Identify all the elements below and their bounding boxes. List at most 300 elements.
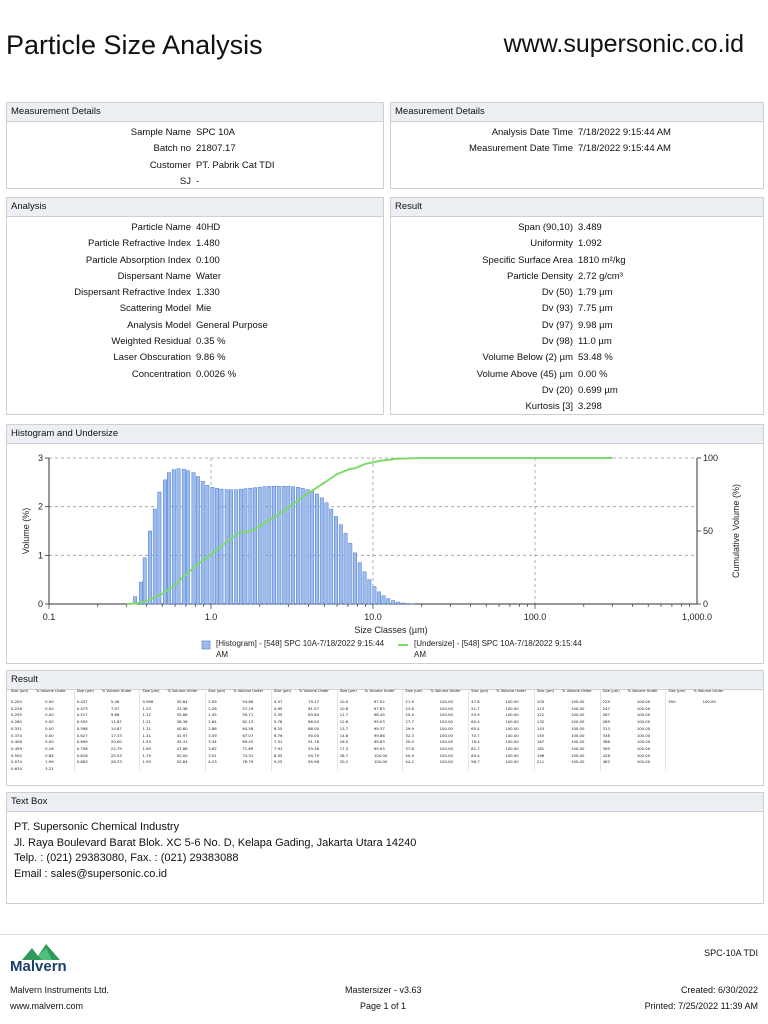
histogram-bar — [234, 490, 237, 604]
analysis-row-label: Dispersant Name — [117, 270, 191, 282]
result-row-value: 53.48 % — [578, 352, 613, 364]
table-cell-volume: 100.00 — [571, 719, 585, 725]
legend-swatch-histogram — [202, 641, 210, 649]
footer-divider — [0, 934, 768, 935]
table-cell-volume: 17.33 — [110, 732, 122, 738]
histogram-bar — [167, 473, 170, 604]
x-tick-label: 100.0 — [523, 612, 547, 622]
table-cell-volume: 100.00 — [636, 699, 651, 704]
table-cell-volume: 67.07 — [242, 732, 254, 738]
table-cell-volume: 91.76 — [308, 739, 320, 745]
table-cell-size: 55.9 — [471, 712, 480, 718]
table-cell-volume: 81.57 — [308, 705, 320, 711]
analysis-row-value: 0.100 — [196, 254, 220, 266]
table-cell-size: 76.4 — [471, 739, 480, 745]
table-cell-volume: 42.97 — [176, 732, 188, 738]
table-cell-size: 4.57 — [273, 699, 283, 704]
histogram-bar — [339, 525, 342, 604]
table-cell-size: 7.31 — [273, 739, 283, 745]
column-header-size: Size (µm) — [208, 689, 226, 693]
table-cell-volume: 100.00 — [439, 759, 453, 765]
table-cell-size: 3.91 — [208, 752, 217, 758]
table-cell-size: 0.634 — [11, 766, 22, 771]
table-cell-volume: 33.38 — [176, 705, 188, 711]
table-cell-volume: 64.58 — [242, 725, 254, 731]
histogram-bar — [201, 481, 204, 604]
result-row — [391, 399, 763, 415]
histogram-bar — [277, 486, 280, 604]
table-cell-size: 12.6 — [339, 719, 349, 725]
table-cell-volume: 100.00 — [439, 739, 453, 745]
measurement-row-label: Customer — [149, 159, 191, 171]
table-cell-size: 13.7 — [339, 725, 349, 731]
panel-title: Text Box — [7, 793, 763, 812]
result-table-panel — [6, 670, 764, 786]
histogram-bar — [386, 599, 389, 604]
table-cell-size: 1.03 — [142, 705, 151, 711]
table-cell-size: 29.9 — [405, 725, 414, 731]
table-cell-size: 0.598 — [76, 725, 88, 731]
table-cell-volume: 90.00 — [308, 732, 320, 738]
result-row-label: Dv (93) — [541, 303, 573, 315]
table-cell-volume: 86.00 — [308, 719, 320, 725]
histogram-bar — [272, 486, 275, 604]
table-cell-volume: 100.00 — [571, 752, 585, 758]
table-cell-size: 289 — [602, 719, 610, 725]
measurement-row — [7, 125, 383, 141]
measurement-date-row — [391, 125, 763, 141]
result-row-label: Specific Surface Area — [482, 254, 573, 266]
measurement-date-row-value: 7/18/2022 9:15:44 AM — [578, 127, 671, 138]
histogram-bar — [301, 488, 304, 604]
table-cell-volume: 76.79 — [242, 759, 254, 765]
table-cell-volume: 100.00 — [439, 752, 453, 758]
table-cell-volume: 94.79 — [308, 752, 320, 758]
table-cell-size: 10.0 — [339, 699, 349, 704]
column-separator — [468, 689, 469, 771]
panel-title: Measurement Details — [391, 103, 763, 122]
result-row-value: 3.298 — [578, 401, 602, 413]
table-cell-size: 40.9 — [405, 752, 414, 758]
x-tick-label: 1,000.0 — [681, 612, 713, 622]
y2-axis-label: Cumulative Volume (%) — [731, 483, 741, 579]
table-cell-volume: 0.84 — [45, 752, 54, 758]
table-cell-size: 10.8 — [339, 705, 349, 711]
histogram-bar — [391, 601, 394, 604]
table-cell-size: 1.53 — [142, 739, 151, 745]
measurement-row-value: 21807.17 — [196, 143, 236, 155]
table-cell-size: 122 — [536, 712, 545, 718]
column-header-volume: % Volume Under — [693, 689, 724, 693]
result-row-value: 1.092 — [578, 238, 602, 250]
company-website[interactable]: www.malvern.com — [10, 1001, 84, 1011]
table-cell-volume: 0.00 — [45, 699, 54, 704]
table-cell-size: 0.956 — [142, 699, 154, 704]
histogram-bar — [401, 603, 404, 604]
table-cell-volume: 100.00 — [505, 732, 519, 738]
column-header-volume: % Volume Under — [101, 689, 132, 693]
table-cell-volume: 100.00 — [702, 699, 716, 704]
table-cell-size: 1.41 — [142, 732, 151, 738]
result-row-value: 7.75 µm — [578, 303, 613, 315]
column-separator — [665, 689, 666, 771]
table-cell-volume: 22.79 — [110, 745, 122, 751]
table-cell-volume: 100.00 — [439, 732, 453, 738]
table-cell-size: 3.34 — [208, 739, 217, 745]
measurement-date-row — [391, 141, 763, 157]
result-row-label: Particle Density — [507, 270, 573, 282]
column-header-volume: % Volume Under — [496, 689, 527, 693]
measurement-row-label: Sample Name — [130, 127, 191, 138]
measurement-details-panel — [6, 102, 384, 189]
table-cell-size: 23.6 — [405, 705, 414, 711]
table-cell-size: 1.31 — [142, 725, 151, 731]
histogram-bar — [268, 486, 271, 604]
company-name: Malvern Instruments Ltd. — [10, 985, 110, 995]
table-cell-volume: 7.07 — [110, 705, 120, 711]
histogram-bar — [229, 490, 232, 604]
table-cell-volume: 100.00 — [636, 732, 651, 738]
table-cell-size: 70.7 — [471, 732, 480, 738]
y-tick-label: 3 — [37, 453, 43, 463]
table-cell-volume: 0.00 — [45, 725, 54, 731]
legend-label-cont: AM — [216, 650, 228, 659]
table-cell-size: 16.0 — [339, 739, 349, 745]
table-cell-volume: 71.89 — [242, 745, 254, 751]
table-cell-size: 0.883 — [76, 759, 88, 765]
table-cell-volume: 100.00 — [636, 739, 651, 745]
table-cell-volume: 100.00 — [439, 725, 453, 731]
table-cell-size: 143 — [536, 725, 545, 731]
measurement-row-label: Batch no — [153, 143, 191, 155]
table-cell-volume: 0.00 — [45, 712, 54, 718]
table-cell-volume: 45.31 — [176, 739, 188, 745]
table-cell-volume: 100.00 — [505, 759, 519, 765]
histogram-bar — [253, 488, 256, 604]
histogram-bar — [239, 489, 242, 604]
table-cell-volume: 95.98 — [308, 759, 320, 765]
result-row — [391, 285, 763, 301]
column-header-volume: % Volume Under — [430, 689, 461, 693]
x-axis-label: Size Classes (µm) — [354, 625, 428, 635]
text-box-content — [14, 820, 416, 882]
measurement-date-row-label: Analysis Date Time — [491, 127, 573, 138]
table-cell-size: 60.4 — [471, 719, 480, 725]
table-cell-volume: 99.37 — [373, 725, 385, 731]
table-cell-volume: 52.64 — [176, 759, 188, 765]
histogram-bar — [287, 486, 290, 604]
measurement-date-row-value: 7/18/2022 9:15:44 AM — [578, 143, 671, 155]
legend-label: [Histogram] - [548] SPC 10A-7/18/2022 9:15:44 — [216, 639, 385, 648]
table-cell-size: 0.756 — [76, 745, 88, 751]
table-cell-size: 267 — [602, 712, 610, 718]
analysis-row-value: 9.86 % — [196, 352, 226, 364]
histogram-bar — [377, 592, 380, 604]
table-cell-volume: 28.33 — [110, 759, 122, 765]
histogram-bar — [373, 586, 376, 604]
table-cell-size: 132 — [536, 719, 545, 725]
column-header-size: Size (µm) — [405, 689, 423, 693]
y2-tick-label: 0 — [703, 599, 709, 609]
measurement-rows — [7, 122, 383, 190]
panel-title: Result — [391, 198, 763, 217]
histogram-chart — [7, 441, 763, 661]
histogram-bar — [139, 582, 142, 604]
table-cell-size: 1.65 — [142, 745, 151, 751]
table-cell-volume: 100.00 — [636, 712, 651, 718]
histogram-bar — [263, 487, 266, 604]
table-cell-volume: 100.00 — [439, 705, 453, 711]
table-cell-volume: 0.00 — [45, 732, 54, 738]
table-cell-volume: 5.06 — [110, 699, 120, 704]
y-tick-label: 0 — [37, 599, 43, 609]
table-cell-size: 105 — [536, 699, 545, 704]
table-cell-size: 0.574 — [11, 759, 22, 765]
table-cell-size: 0.280 — [11, 719, 22, 725]
column-separator — [534, 689, 535, 771]
histogram-bar — [334, 516, 337, 604]
table-cell-size: 247 — [602, 705, 610, 711]
result-row — [391, 236, 763, 252]
table-cell-volume: 100.00 — [636, 719, 651, 725]
measurement-row-value: - — [196, 175, 200, 187]
table-cell-volume: 93.36 — [308, 745, 320, 751]
table-cell-size: 2.64 — [208, 719, 217, 725]
table-cell-size: 0.331 — [11, 725, 22, 731]
result-table — [7, 689, 763, 781]
histogram-bar — [330, 509, 333, 604]
result-row-label: Dv (98) — [541, 336, 573, 348]
result-row-value: 0.699 µm — [578, 384, 618, 396]
analysis-row-value: 0.35 % — [196, 336, 226, 348]
measurement-row — [7, 141, 383, 157]
table-cell-size: 89.4 — [471, 752, 480, 758]
table-cell-size: 0.374 — [11, 732, 22, 738]
histogram-bar — [258, 487, 261, 604]
table-cell-volume: 99.83 — [373, 739, 385, 745]
text-box-line: Email : sales@supersonic.co.id — [14, 867, 168, 880]
table-cell-volume: 99.93 — [373, 745, 385, 751]
text-box-line: PT. Supersonic Chemical Industry — [14, 821, 180, 833]
measurement-row — [7, 174, 383, 190]
table-cell-size: 11.7 — [339, 712, 349, 718]
analysis-row — [7, 350, 383, 366]
table-cell-volume: 57.29 — [242, 705, 254, 711]
column-header-size: Size (µm) — [668, 689, 686, 693]
table-cell-volume: 100.00 — [439, 719, 453, 725]
table-cell-volume: 25.53 — [110, 752, 122, 758]
table-cell-volume: 74.31 — [242, 752, 254, 758]
table-cell-volume: 100.00 — [505, 712, 519, 718]
result-row — [391, 253, 763, 269]
legend-label: [Undersize] - [548] SPC 10A-7/18/2022 9:15:44 — [414, 639, 582, 648]
column-header-volume: % Volume Under — [35, 689, 66, 693]
table-cell-volume: 62.15 — [242, 719, 254, 725]
result-row-label: Dv (97) — [541, 319, 573, 331]
analysis-row-value: 0.0026 % — [196, 368, 237, 380]
histogram-bar — [310, 491, 313, 604]
text-box-line: Jl. Raya Boulevard Barat Blok. XC 5-6 No. D, Kelapa Gading, Jakarta Utara 14240 — [14, 836, 417, 849]
analysis-row-label: Particle Name — [131, 222, 191, 233]
table-cell-size: 5.35 — [273, 712, 283, 718]
analysis-row — [7, 367, 383, 383]
table-cell-size: 1.12 — [142, 712, 151, 718]
result-row — [391, 334, 763, 350]
table-cell-size: 37.8 — [405, 745, 414, 751]
table-cell-volume: 83.80 — [308, 712, 320, 718]
table-cell-volume: 35.86 — [176, 712, 188, 718]
table-cell-volume: 100.00 — [571, 705, 585, 711]
table-cell-size: 4.95 — [273, 705, 283, 711]
column-separator — [205, 689, 206, 771]
y-tick-label: 2 — [37, 501, 43, 512]
table-cell-size: 366 — [602, 739, 610, 745]
histogram-bar — [192, 473, 195, 604]
table-cell-size: 167 — [536, 739, 545, 745]
histogram-bar — [363, 572, 366, 604]
result-row-value: 9.98 µm — [578, 319, 613, 331]
column-header-volume: % Volume Under — [233, 689, 264, 693]
table-cell-size: 462 — [602, 759, 610, 765]
table-cell-volume: 100.00 — [373, 752, 388, 758]
page-title: Particle Size Analysis — [6, 30, 263, 60]
result-row-label: Volume Below (2) µm — [482, 352, 573, 364]
measurement-row-label: SJ — [179, 175, 191, 187]
table-cell-volume: 20.00 — [110, 739, 122, 745]
analysis-row — [7, 253, 383, 269]
table-cell-volume: 69.45 — [242, 739, 254, 745]
result-row-label: Kurtosis [3] — [525, 401, 573, 413]
table-cell-size: 4.23 — [208, 759, 217, 765]
table-cell-volume: 100.00 — [505, 752, 519, 758]
column-header-volume: % Volume Under — [167, 689, 198, 693]
column-header-size: Size (µm) — [536, 689, 555, 693]
measurement-row-value: SPC 10A — [196, 127, 236, 138]
table-cell-volume: 9.66 — [110, 712, 120, 718]
table-cell-volume: 100.00 — [571, 725, 585, 731]
table-cell-volume: 0.16 — [45, 745, 54, 751]
table-cell-size: 2.09 — [208, 699, 217, 704]
malvern-logo-text: Malvern — [10, 958, 67, 975]
table-cell-size: 0.459 — [11, 745, 22, 751]
analysis-row-value: General Purpose — [196, 319, 268, 331]
x-tick-label: 10.0 — [364, 612, 382, 622]
analysis-row-label: Scattering Model — [119, 303, 191, 315]
table-cell-size: 44.2 — [405, 759, 414, 765]
table-cell-size: 0.473 — [76, 705, 88, 711]
histogram-bar — [306, 490, 309, 604]
table-cell-volume: 100.00 — [373, 759, 388, 765]
table-cell-volume: 1.99 — [45, 759, 54, 765]
histogram-bar — [153, 509, 156, 604]
panel-title: Measurement Details — [7, 103, 383, 122]
analysis-row-label: Concentration — [131, 368, 191, 380]
table-cell-size: 2.45 — [208, 712, 217, 718]
table-cell-size: 0.555 — [76, 719, 88, 725]
histogram-bar — [163, 480, 166, 604]
table-cell-size: 20.2 — [339, 759, 349, 765]
table-cell-size: 18.7 — [339, 752, 349, 758]
table-cell-volume: 3.21 — [45, 766, 54, 771]
table-cell-size: 1.93 — [142, 759, 151, 765]
histogram-bar — [186, 471, 189, 604]
column-header-size: Size (µm) — [602, 689, 620, 693]
analysis-row-label: Dispersant Refractive Index — [74, 287, 191, 299]
column-header-size: Size (µm) — [471, 689, 489, 693]
measurement-row — [7, 158, 383, 174]
histogram-bar — [320, 498, 323, 604]
result-row-label: Dv (50) — [541, 287, 573, 299]
table-cell-volume: 100.00 — [505, 725, 519, 731]
analysis-row-value: Water — [196, 270, 221, 282]
column-header-size: Size (µm) — [273, 689, 292, 693]
table-cell-size: 2.26 — [208, 705, 217, 711]
result-row-value: 2.72 g/cm³ — [578, 270, 623, 282]
result-row-value: 0.00 % — [578, 368, 608, 380]
table-cell-volume: 11.87 — [110, 719, 122, 725]
column-header-size: Size (µm) — [339, 689, 357, 693]
table-cell-size: 32.3 — [405, 732, 414, 738]
table-cell-volume: 100.00 — [505, 745, 519, 751]
table-cell-volume: 100.00 — [439, 699, 453, 704]
analysis-row-label: Weighted Residual — [111, 336, 191, 348]
y-axis-label: Volume (%) — [21, 507, 31, 555]
analysis-row-value: 1.330 — [196, 287, 220, 299]
result-summary-rows — [391, 217, 763, 416]
measurement-dates-panel — [390, 102, 764, 189]
table-cell-size: 82.7 — [471, 745, 480, 751]
column-separator — [74, 689, 75, 771]
result-row — [391, 383, 763, 399]
table-cell-size: 113 — [536, 705, 545, 711]
table-cell-volume: 100.00 — [571, 732, 585, 738]
table-cell-size: 6.25 — [273, 725, 283, 731]
analysis-row-label: Analysis Model — [127, 319, 191, 331]
table-cell-volume: 47.66 — [176, 745, 188, 751]
table-cell-size: 65.4 — [471, 725, 480, 731]
y-tick-label: 1 — [37, 550, 43, 561]
table-cell-volume: 100.00 — [636, 759, 651, 765]
table-cell-size: 500 — [668, 699, 676, 704]
website-url[interactable]: www.supersonic.co.id — [503, 30, 744, 58]
table-cell-size: 0.200 — [11, 699, 22, 704]
column-header-volume: % Volume Under — [364, 689, 395, 693]
column-separator — [271, 689, 272, 771]
table-cell-volume: 100.00 — [636, 752, 651, 758]
table-cell-size: 155 — [536, 732, 545, 738]
table-cell-volume: 100.00 — [505, 699, 519, 704]
result-row-label: Span (90,10) — [518, 222, 573, 233]
table-cell-size: 2.86 — [208, 725, 217, 731]
result-row-value: 1.79 µm — [578, 287, 613, 299]
histogram-bar — [353, 553, 356, 604]
histogram-bar — [249, 488, 252, 604]
table-cell-size: 428 — [602, 752, 610, 758]
table-cell-volume: 99.03 — [373, 719, 385, 725]
histogram-bar — [148, 531, 151, 604]
document-id: SPC-10A TDI — [704, 948, 758, 958]
column-header-volume: % Volume Under — [561, 689, 592, 693]
histogram-bar — [196, 476, 199, 604]
panel-title: Histogram and Undersize — [7, 425, 763, 444]
column-separator — [600, 689, 601, 771]
printed-date: Printed: 7/25/2022 11:39 AM — [644, 1001, 758, 1011]
histogram-bar — [296, 487, 299, 604]
table-cell-size: 229 — [602, 699, 610, 704]
histogram-bar — [206, 485, 209, 604]
table-cell-size: 8.55 — [273, 752, 283, 758]
table-cell-volume: 100.00 — [571, 745, 585, 751]
